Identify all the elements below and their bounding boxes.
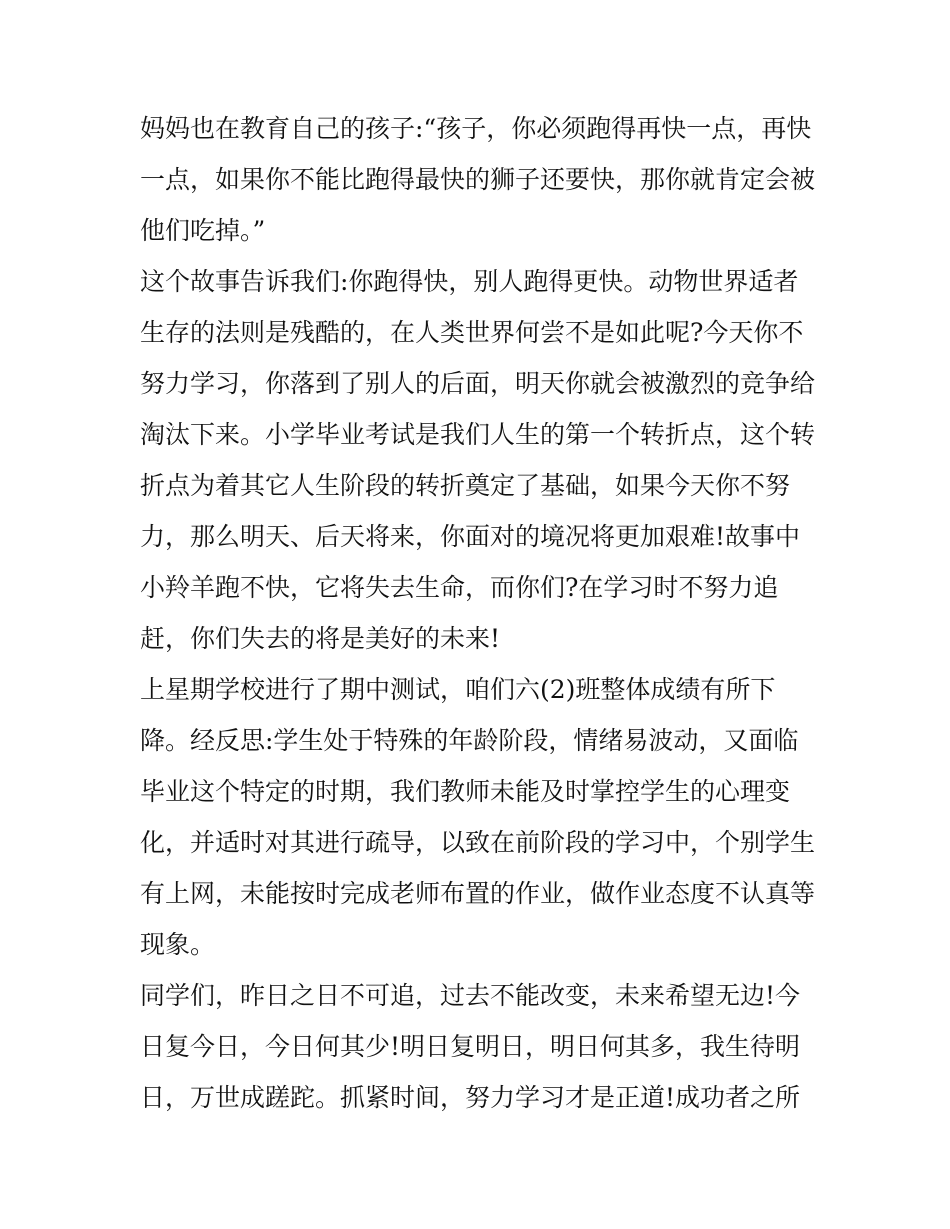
text-line: 努力学习，你落到了别人的后面，明天你就会被激烈的竞争给 — [140, 369, 816, 398]
text-line: 日，万世成蹉跎。抓紧时间，努力学习才是正道!成功者之所 — [140, 1083, 801, 1112]
text-line: 小羚羊跑不快，它将失去生命，而你们?在学习时不努力追 — [140, 573, 779, 602]
text-line: 赶，你们失去的将是美好的未来! — [140, 624, 501, 653]
text-line: 这个故事告诉我们:你跑得快，别人跑得更快。动物世界适者 — [140, 267, 799, 296]
text-line: 日复今日，今日何其少!明日复明日，明日何其多，我生待明 — [140, 1032, 801, 1061]
text-line: 妈妈也在教育自己的孩子:“孩子，你必须跑得再快一点，再快 — [140, 114, 812, 143]
text-line: 毕业这个特定的时期，我们教师未能及时掌控学生的心理变 — [140, 777, 791, 806]
text-line: 一点，如果你不能比跑得最快的狮子还要快，那你就肯定会被 — [140, 165, 816, 194]
text-line: 他们吃掉。” — [140, 216, 266, 245]
text-line: 生存的法则是残酷的，在人类世界何尝不是如此呢?今天你不 — [140, 318, 804, 347]
text-line: 折点为着其它人生阶段的转折奠定了基础，如果今天你不努 — [140, 471, 791, 500]
text-line: 现象。 — [140, 930, 216, 959]
text-line: 力，那么明天、后天将来，你面对的境况将更加艰难!故事中 — [140, 522, 801, 551]
text-line: 同学们，昨日之日不可追，过去不能改变，未来希望无边!今 — [140, 981, 801, 1010]
text-line: 有上网，未能按时完成老师布置的作业，做作业态度不认真等 — [140, 879, 816, 908]
text-line: 降。经反思:学生处于特殊的年龄阶段，情绪易波动，又面临 — [140, 726, 799, 755]
document-body — [140, 103, 830, 1123]
text-line: 上星期学校进行了期中测试，咱们六(2)班整体成绩有所下 — [140, 675, 776, 704]
text-line: 化，并适时对其进行疏导，以致在前阶段的学习中，个别学生 — [140, 828, 816, 857]
text-line: 淘汰下来。小学毕业考试是我们人生的第一个转折点，这个转 — [140, 420, 816, 449]
